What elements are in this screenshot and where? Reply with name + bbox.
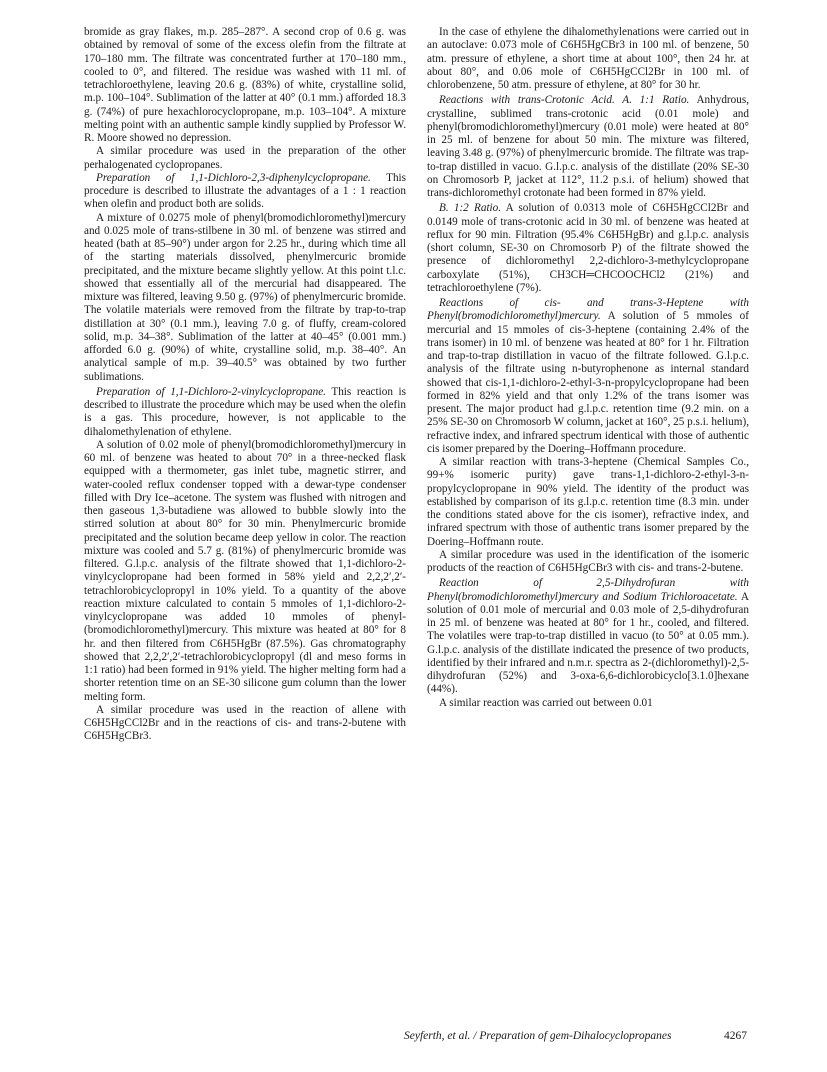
paragraph-text: A similar procedure was used in the identification of the isomeric products of the reaction of C6H5HgCBr3 with cis- and trans-2-butene. — [427, 548, 749, 574]
section-heading: Reactions with trans-Crotonic Acid. A. 1:1 Ratio. — [439, 94, 690, 107]
paragraph — [84, 704, 406, 744]
paragraph — [427, 456, 749, 549]
paragraph — [427, 697, 749, 710]
paragraph-text: A similar reaction with trans-3-heptene (Chemical Samples Co., 99+% isomeric purity) gave trans-1,1-dichloro-2-ethyl-3-n-propylcyclopropane in 90% yield. The identity of the product was established by comparison of its g.l.p.c. retention time (8.3 min. under the conditions stated above for the cis isomer), refractive index, and infrared spectrum with those of authentic trans isomer prepared by the Doering–Hoffmann route. — [427, 456, 749, 548]
section-heading: Reactions of cis- and trans-3-Heptene with Phenyl(bromodichloromethyl)mercury. — [427, 297, 749, 323]
section-heading: Preparation of 1,1-Dichloro-2,3-diphenylcyclopropane. — [96, 171, 371, 184]
section-paragraph — [427, 297, 749, 456]
section-paragraph — [84, 386, 406, 439]
section-paragraph — [427, 202, 749, 295]
paragraph — [84, 439, 406, 704]
paragraph-text: A similar reaction was carried out between 0.01 — [439, 696, 653, 709]
section-paragraph — [427, 94, 749, 200]
paragraph — [84, 26, 406, 145]
section-heading: B. 1:2 Ratio. — [439, 202, 502, 215]
paragraph-text: In the case of ethylene the dihalomethylenations were carried out in an autoclave: 0.073 mole of C6H5HgCBr3 in 100 ml. of benzene, 50 atm. pressure of ethylene, a short time at about 100°, then 24 hr. at about 80°, and 0.06 mole of C6H5HgCCl2Br in 100 ml. of chlorobenzene, 50 atm. pressure of ethylene, at 80° for 30 hr. — [427, 26, 749, 91]
paragraph-text: A solution of 0.0313 mole of C6H5HgCCl2Br and 0.0149 mole of trans-crotonic acid in 30 ml. of benzene was heated at reflux for 90 min. Filtration (95.4% C6H5HgBr) and g.l.p.c. analysis (short column, SE-30 on Chromosorb P) of the filtrate showed the presence of dichloromethyl 2,2-dichloro-3-methylcyclopropane carboxylate (51%), CH3CH═CHCOOCHCl2 (21%) and tetrachloroethylene (7%). — [427, 202, 749, 294]
paragraph-text: bromide as gray flakes, m.p. 285–287°. A second crop of 0.6 g. was obtained by removal of some of the excess olefin from the filtrate at 170–180 mm. The filtrate was concentrated further at 170–180 mm., cooled to 0°, and filtered. The residue was washed with 11 ml. of tetrachloroethylene, leaving 20.6 g. (83%) of white, crystalline solid, m.p. 100–104°. Sublimation of the latter at 40° (0.1 mm.) afforded 18.3 g. (74%) of pure hexachlorocyclopropane, m.p. 103–104°. A mixture melting point with an authentic sample kindly supplied by Professor W. R. Moore showed no depression. — [84, 26, 406, 144]
paragraph-text: This procedure is described to illustrate the advantages of a 1 : 1 reaction when olefin and product both are solids. — [84, 171, 406, 211]
paragraph — [427, 26, 749, 92]
page-number: 4267 — [724, 1030, 747, 1042]
paragraph-text: Anhydrous, crystalline, sublimed trans-crotonic acid (0.01 mole) and phenyl(bromodichloromethyl)mercury (0.01 mole) were heated at 80° in 25 ml. of benzene for about 50 min. The mixture was filtered, leaving 3.48 g. (97%) of phenylmercuric bromide. The filtrate was trap-to-trap distilled in vacuo. G.l.p.c. analysis of the distillate (20% SE-30 on Chromosorb P, jacket at 112°, 11.2 p.s.i. of helium) showed that trans-dichloromethyl crotonate had been formed in 87% yield. — [427, 94, 749, 199]
paragraph — [84, 145, 406, 172]
left-column — [84, 26, 406, 744]
section-heading: Preparation of 1,1-Dichloro-2-vinylcyclopropane. — [96, 385, 326, 398]
footer-source: Seyferth, et al. / Preparation of gem-Dihalocyclopropanes — [404, 1030, 672, 1042]
paragraph-text: A similar procedure was used in the preparation of the other perhalogenated cyclopropanes. — [84, 145, 406, 171]
paragraph — [427, 549, 749, 576]
running-footer — [404, 1030, 747, 1042]
paragraph-text: A solution of 0.02 mole of phenyl(bromodichloromethyl)mercury in 60 ml. of benzene was heated to about 70° in a three-necked flask equipped with a thermometer, gas inlet tube, magnetic stirrer, and water-cooled reflux condenser topped with a dewar-type condenser filled with Dry Ice–acetone. The system was flushed with nitrogen and then gaseous 1,3-butadiene was allowed to bubble slowly into the stirred solution at about 80° for 30 min. Phenylmercuric bromide precipitated and the solution became deep yellow in color. The reaction mixture was cooled and 5.7 g. (81%) of phenylmercuric bromide was filtered. G.l.p.c. analysis of the filtrate showed that 1,1-dichloro-2-vinylcyclopropane had been formed in 58% yield and 2,2,2′,2′-tetrachlorobicyclopropyl in 10% yield. To a quantity of the above reaction mixture calculated to contain 5 mmoles of 1,1-dichloro-2-vinylcyclopropane was added 10 mmoles of phenyl-(bromodichloromethyl)mercury. This mixture was heated at 80° for 8 hr. and then filtered from C6H5HgBr (87.5%). Gas chromatography showed that 2,2,2′,2′-tetrachlorobicyclopropyl (dl and meso forms in 1:1 ratio) had been formed in 91% yield. The higher melting form had a shorter retention time on an SE-30 silicone gum column than the lower melting form. — [84, 438, 406, 703]
section-paragraph — [84, 172, 406, 212]
paragraph-text: A mixture of 0.0275 mole of phenyl(bromodichloromethyl)mercury and 0.025 mole of trans-stilbene in 30 ml. of benzene was stirred and heated (bath at 85–90°) under argon for 2.25 hr., during which time all of the starting materials dissolved, phenylmercuric bromide precipitated, and the mixture became slightly yellow. At this point t.l.c. showed that essentially all of the mercurial had disappeared. The mixture was filtered, leaving 9.50 g. (97%) of phenylmercuric bromide. The volatile materials were removed from the filtrate by trap-to-trap distillation at 30° (0.1 mm.), leaving 7.0 g. of fluffy, cream-colored solid, m.p. 34–38°. Sublimation of the latter at 40–45° (0.001 mm.) afforded 6.0 g. (90%) of white, crystalline solid, m.p. 38–40°. An analytical sample of m.p. 39–40.5° was obtained by two further sublimations. — [84, 211, 406, 383]
paragraph-text: A solution of 5 mmoles of mercurial and 15 mmoles of cis-3-heptene (containing 2.4% of the trans isomer) in 10 ml. of benzene was heated at 80° for 1 hr. Filtration and trap-to-trap distillation in vacuo of the filtrate followed. G.l.p.c. analysis of the filtrate using n-butyrophenone as internal standard showed that cis-1,1-dichloro-2-ethyl-3-n-propylcyclopropane had been formed in 82% yield and that only 1.2% of the trans isomer was present. The major product had g.l.p.c. retention time (9.2 min. on a 25% SE-30 on Chromosorb W column, jacket at 160°, 25 p.s.i. helium), refractive index, and infrared spectrum identical with those of authentic cis isomer prepared by the Doering–Hoffmann procedure. — [427, 310, 749, 455]
paragraph-text: A solution of 0.01 mole of mercurial and 0.03 mole of 2,5-dihydrofuran in 25 ml. of benzene was heated at 80° for 1 hr., cooled, and filtered. The volatiles were trap-to-trap distilled in vacuo (to 50° at 0.05 mm.). G.l.p.c. analysis of the distillate indicated the presence of two products, identified by their infrared and n.m.r. spectra as 2-(dichloromethyl)-2,5-dihydrofuran (52%) and 3-oxa-6,6-dichlorobicyclo[3.1.0]hexane (44%). — [427, 590, 749, 696]
paragraph — [84, 212, 406, 384]
section-paragraph — [427, 577, 749, 696]
paragraph-text: This reaction is described to illustrate the procedure which may be used when the olefin is a gas. This procedure, however, is not applicable to the dihalomethylenation of ethylene. — [84, 385, 406, 438]
right-column — [427, 26, 749, 710]
section-heading: Reaction of 2,5-Dihydrofuran with Phenyl(bromodichloromethyl)mercury and Sodium Trichloroacetate. — [427, 577, 749, 603]
paragraph-text: A similar procedure was used in the reaction of allene with C6H5HgCCl2Br and in the reactions of cis- and trans-2-butene with C6H5HgCBr3. — [84, 703, 406, 743]
